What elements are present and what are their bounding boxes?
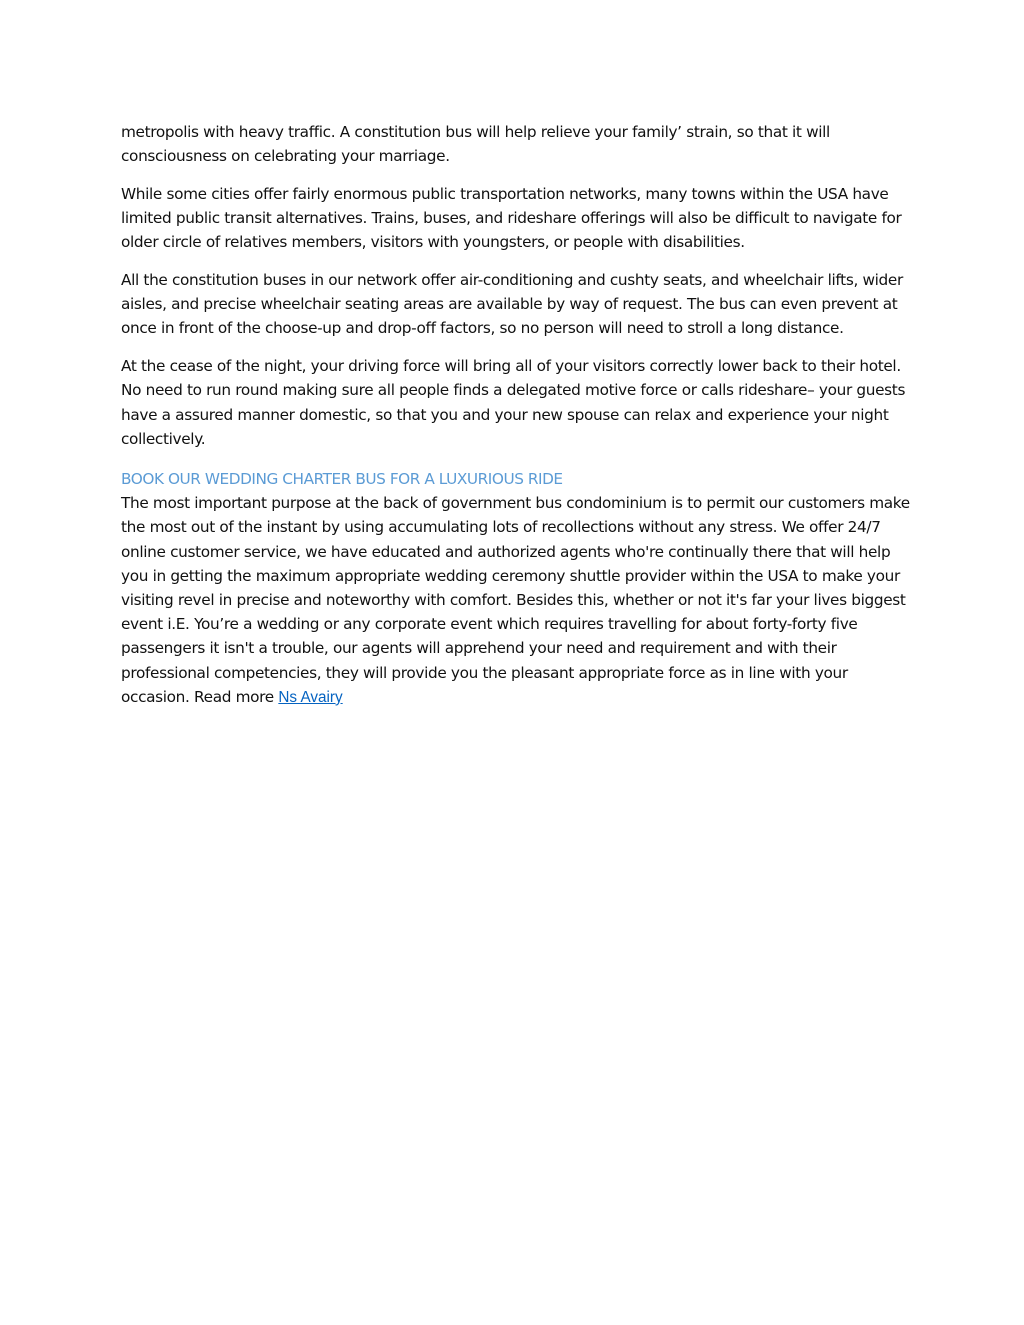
paragraph-purpose bbox=[121, 491, 911, 710]
paragraph-purpose-text: The most important purpose at the back of government bus condominium is to permit our customers make the most out of the instant by using accumulating lots of recollections without any stress. We offer 24/7 online customer service, we have educated and authorized agents who're continually there that will help you in getting the maximum appropriate wedding ceremony shuttle provider within the USA to make your visiting revel in precise and noteworthy with comfort. Besides this, whether or not it's far your lives biggest event i.E. You’re a wedding or any corporate event which requires travelling for about forty-forty five passengers it isn't a trouble, our agents will apprehend your need and requirement and with their professional competencies, they will provide you the pleasant appropriate force as in line with your occasion. Read more bbox=[121, 494, 910, 706]
paragraph-public-transit: While some cities offer fairly enormous public transportation networks, many towns within the USA have limited public transit alternatives. Trains, buses, and rideshare offerings will also be difficult to navigate for older circle of relatives members, visitors with youngsters, or people with disabilities. bbox=[121, 184, 902, 252]
read-more-link[interactable]: Ns Avairy bbox=[278, 688, 343, 706]
document-page bbox=[121, 120, 911, 710]
paragraph-bus-amenities: All the constitution buses in our network offer air-conditioning and cushty seats, and wheelchair lifts, wider aisles, and precise wheelchair seating areas are available by way of request. The bus can even prevent at once in front of the choose-up and drop-off factors, so no person will need to stroll a long distance. bbox=[121, 271, 903, 338]
paragraph-traffic: metropolis with heavy traffic. A constitution bus will help relieve your family’ strain, so that it will consciousness on celebrating your marriage. bbox=[121, 123, 830, 166]
section-heading: BOOK OUR WEDDING CHARTER BUS FOR A LUXURIOUS RIDE bbox=[121, 469, 563, 488]
paragraph-end-of-night: At the cease of the night, your driving force will bring all of your visitors correctly lower back to their hotel. No need to run round making sure all people finds a delegated motive force or calls rideshare– your guests have a assured manner domestic, so that you and your new spouse can relax and experience your night collectively. bbox=[121, 357, 906, 448]
